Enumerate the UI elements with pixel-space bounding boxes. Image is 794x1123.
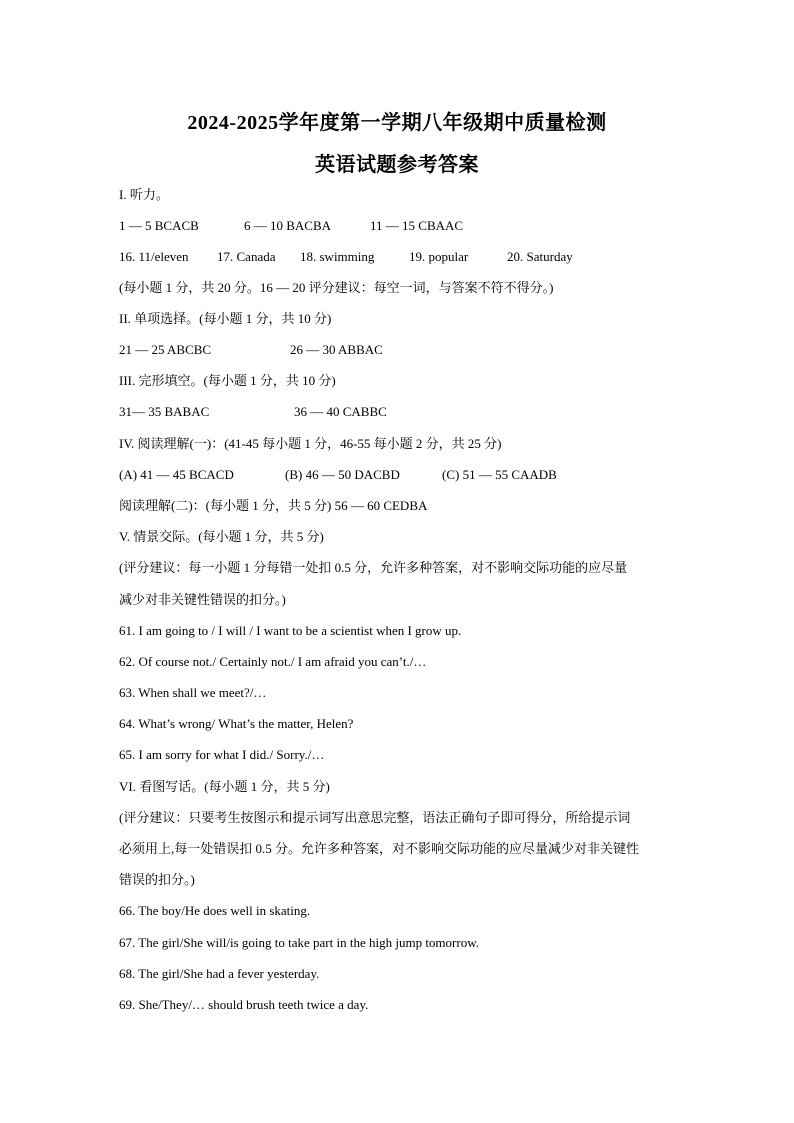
answer-line: 67. The girl/She will/is going to take part in the high jump tomorrow. (119, 935, 479, 950)
answer-range: 11 — 15 CBAAC (370, 218, 464, 233)
answer-range: 21 — 25 ABCBC (119, 342, 212, 357)
scoring-note-dialogue: (评分建议：每一小题 1 分每错一处扣 0.5 分，允许多种答案，对不影响交际功能的应尽量 (119, 560, 628, 575)
answer-item: 19. popular (409, 249, 469, 264)
answer-range: 36 — 40 CABBC (294, 404, 387, 419)
answer-range: 1 — 5 BCACB (119, 218, 199, 233)
section-heading-listening: I. 听力。 (119, 187, 169, 202)
answer-range: (A) 41 — 45 BCACD (119, 467, 234, 482)
section-heading-picture-writing: VI. 看图写话。(每小题 1 分，共 5 分) (119, 779, 330, 794)
scoring-note-listening: (每小题 1 分，共 20 分。16 — 20 评分建议：每空一词，与答案不符不得分。) (119, 280, 554, 295)
page-subtitle: 英语试题参考答案 (315, 154, 479, 176)
scoring-note-picture-writing: (评分建议：只要考生按图示和提示词写出意思完整，语法正确句子即可得分，所给提示词 (119, 810, 631, 825)
answer-line: 69. She/They/… should brush teeth twice a day. (119, 997, 369, 1012)
answer-line: 61. I am going to / I will / I want to be a scientist when I grow up. (119, 623, 462, 638)
answer-range: (C) 51 — 55 CAADB (442, 467, 557, 482)
page-title: 2024-2025学年度第一学期八年级期中质量检测 (187, 112, 607, 134)
answer-range: (B) 46 — 50 DACBD (285, 467, 400, 482)
answer-line: 65. I am sorry for what I did./ Sorry./… (119, 747, 325, 762)
answer-line: 66. The boy/He does well in skating. (119, 903, 311, 918)
answer-range: 31— 35 BABAC (119, 404, 210, 419)
answer-range: 6 — 10 BACBA (244, 218, 332, 233)
answer-item: 16. 11/eleven (119, 249, 189, 264)
scoring-note-picture-writing: 错误的扣分。) (119, 872, 195, 887)
answer-range: 26 — 30 ABBAC (290, 342, 383, 357)
section-heading-cloze: III. 完形填空。(每小题 1 分，共 10 分) (119, 373, 336, 388)
scoring-note-dialogue: 减少对非关键性错误的扣分。) (119, 592, 286, 607)
answer-line: 68. The girl/She had a fever yesterday. (119, 966, 320, 981)
answer-item: 18. swimming (300, 249, 375, 264)
section-heading-single-choice: II. 单项选择。(每小题 1 分，共 10 分) (119, 311, 332, 326)
answer-row-reading-2: 阅读理解(二)：(每小题 1 分，共 5 分) 56 — 60 CEDBA (119, 498, 428, 513)
section-heading-reading: IV. 阅读理解(一)：(41-45 每小题 1 分，46-55 每小题 2 分，共 25 分) (119, 436, 502, 451)
section-heading-dialogue: V. 情景交际。(每小题 1 分，共 5 分) (119, 529, 324, 544)
answer-item: 17. Canada (217, 249, 276, 264)
answer-line: 64. What’s wrong/ What’s the matter, Helen? (119, 716, 354, 731)
answer-line: 63. When shall we meet?/… (119, 685, 267, 700)
answer-item: 20. Saturday (507, 249, 573, 264)
answer-line: 62. Of course not./ Certainly not./ I am afraid you can’t./… (119, 654, 427, 669)
scoring-note-picture-writing: 必须用上,每一处错误扣 0.5 分。允许多种答案，对不影响交际功能的应尽量减少对非关键性 (119, 841, 640, 856)
